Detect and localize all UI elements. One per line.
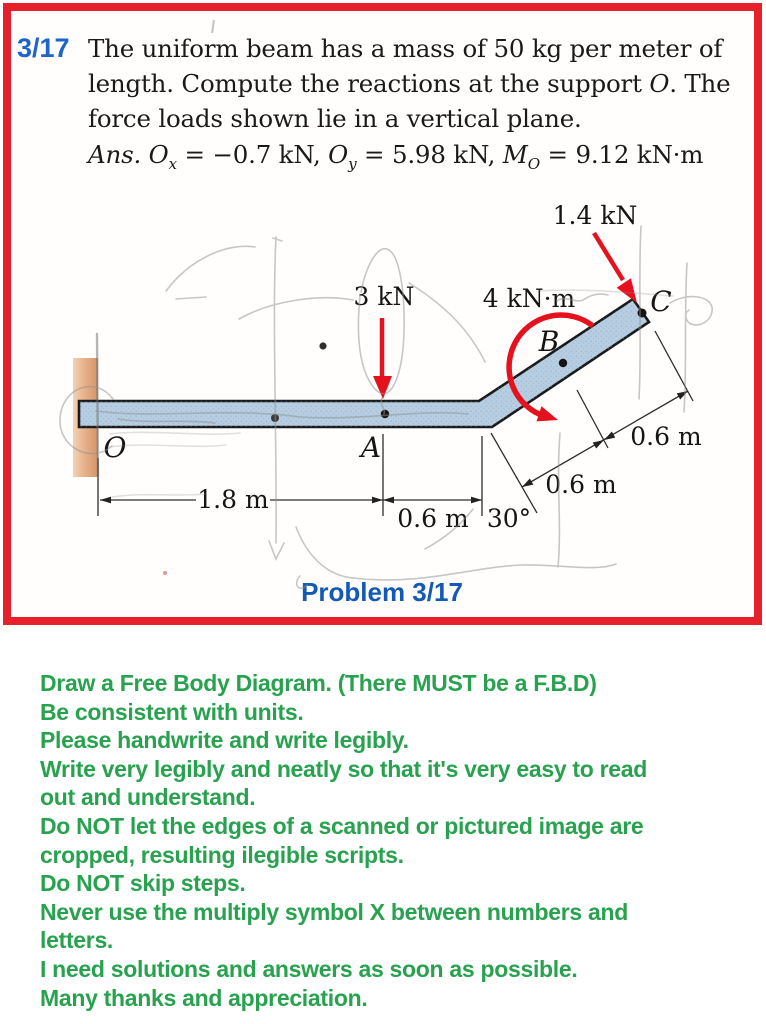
red-speck — [163, 571, 167, 575]
label-dim-a-bend: 0.6 m — [397, 504, 469, 533]
statement-line-2-post: . The — [669, 69, 731, 98]
problem-statement — [88, 31, 754, 182]
point-b-dot — [559, 359, 567, 367]
instruction-line: letters. — [40, 927, 114, 954]
label-dim-b-c: 0.6 m — [630, 422, 702, 451]
statement-line-3: force loads shown lie in a vertical plane. — [88, 104, 582, 133]
mo-subscript: O — [527, 154, 540, 173]
arrowhead-moment — [537, 406, 559, 421]
arrowhead — [677, 391, 688, 400]
problem-box — [3, 3, 762, 625]
instruction-line: Be consistent with units. — [40, 698, 304, 725]
arrowhead-1-4kn — [617, 278, 637, 303]
label-angle-30: 30° — [486, 504, 532, 533]
instruction-line: cropped, resulting ilegible scripts. — [40, 841, 404, 868]
ox-symbol: O — [148, 140, 169, 169]
instruction-line: Do NOT let the edges of a scanned or pictured image are — [40, 812, 644, 839]
pencil-dot-floating — [319, 342, 326, 349]
label-point-b: B — [538, 325, 560, 358]
instruction-line: I need solutions and answers as soon as possible. — [40, 955, 578, 982]
arrowhead — [471, 497, 482, 504]
instruction-line: Write very legibly and neatly so that it's very easy to read — [40, 755, 648, 782]
instruction-line: Please handwrite and write legibly. — [40, 727, 409, 754]
statement-line-2 — [88, 66, 754, 101]
label-dim-oa: 1.8 m — [197, 485, 269, 514]
label-force-c: 1.4 kN — [552, 201, 638, 230]
answer-label: Ans. — [88, 140, 149, 169]
problem-number: 3/17 — [17, 33, 70, 63]
label-point-c: C — [650, 285, 672, 318]
arrowhead — [604, 432, 615, 441]
label-dim-bend-b: 0.6 m — [545, 470, 617, 499]
mo-symbol: M — [502, 140, 528, 169]
instruction-line: Do NOT skip steps. — [40, 870, 246, 897]
force-arrow-3kn — [373, 318, 392, 399]
instruction-line: Many thanks and appreciation. — [40, 984, 368, 1011]
oy-value: = 5.98 kN, — [356, 140, 503, 169]
oy-symbol: O — [328, 140, 349, 169]
label-force-a: 3 kN — [353, 282, 415, 311]
point-a-dot — [381, 410, 389, 418]
statement-line-2-pre: length. Compute the reactions at the support — [88, 69, 650, 98]
beam-diagram — [11, 191, 754, 606]
diagram-caption: Problem 3/17 — [301, 577, 463, 606]
label-point-a: A — [360, 431, 382, 464]
arrowhead — [100, 497, 111, 504]
answer-line — [88, 137, 754, 182]
statement-line-2-var: O — [649, 69, 670, 98]
statement-line-1: The uniform beam has a mass of 50 kg per meter of — [88, 34, 723, 63]
arrowhead — [372, 497, 383, 504]
extension-line-c — [655, 331, 693, 401]
label-moment-b: 4 kN·m — [482, 284, 576, 313]
ox-value: = −0.7 kN, — [176, 140, 329, 169]
mo-value: = 9.12 kN·m — [539, 140, 704, 169]
arrowhead — [522, 479, 533, 488]
arrowhead — [383, 497, 394, 504]
extension-line-bend-angled — [491, 433, 537, 513]
label-point-o: O — [103, 431, 127, 464]
instruction-line: out and understand. — [40, 784, 256, 811]
arrowhead — [593, 440, 604, 449]
oy-subscript: y — [348, 154, 357, 173]
arrowhead-3kn — [373, 376, 392, 399]
point-c-dot — [638, 309, 647, 318]
instructions-list — [40, 669, 760, 1012]
instruction-line: Draw a Free Body Diagram. (There MUST be a F.B.D) — [40, 670, 597, 696]
ox-subscript: x — [168, 154, 177, 173]
instruction-line: Never use the multiply symbol X between numbers and — [40, 898, 628, 925]
